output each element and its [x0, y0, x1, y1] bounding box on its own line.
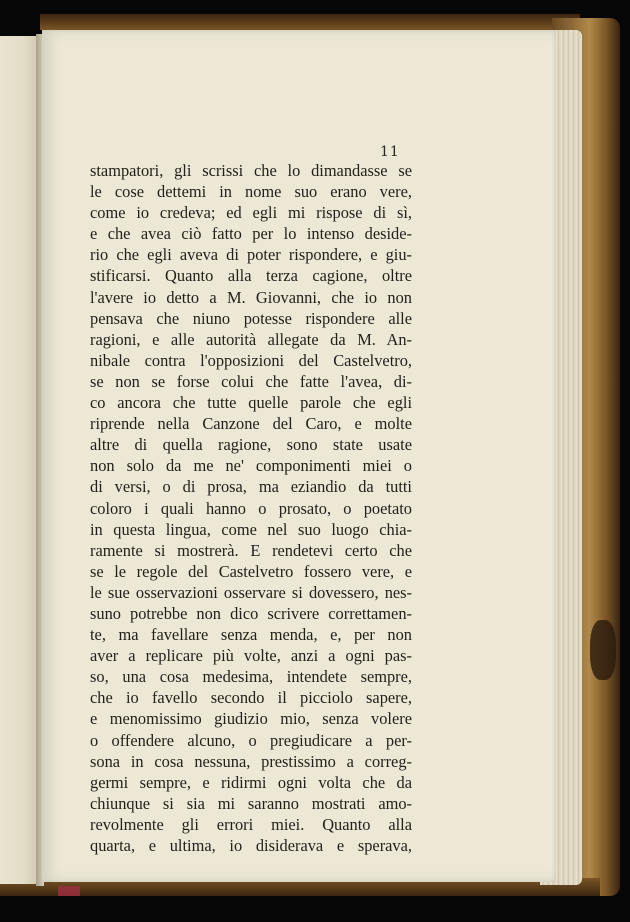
text-line: sona in cosa nessuna, prestissimo a correg-: [90, 751, 412, 771]
text-line: riprende nella Canzone del Caro, e molte: [90, 414, 412, 434]
text-line: coloro i quali hanno o prosato, o poetato: [90, 498, 412, 518]
text-line: o offendere alcuno, o pregiudicare a per-: [90, 730, 412, 750]
text-line: e che avea ciò fatto per lo intenso deside-: [90, 224, 412, 244]
text-line: l'avere io detto a M. Giovanni, che io non: [90, 287, 412, 307]
text-line: nibale contra l'opposizioni del Castelvetro,: [90, 350, 412, 370]
ribbon-bookmark: [58, 886, 80, 896]
text-line: non solo da me ne' componimenti miei o: [90, 456, 412, 476]
page-number: 11: [380, 144, 400, 160]
text-line: germi sempre, e ridirmi ogni volta che da: [90, 772, 412, 792]
text-line: so, una cosa medesima, intendete sempre,: [90, 667, 412, 687]
text-line: le sue osservazioni osservare si dovessero, nes-: [90, 582, 412, 602]
text-line: se le regole del Castelvetro fossero vere, e: [90, 561, 412, 581]
text-line: rio che egli aveva di poter rispondere, e giu-: [90, 245, 412, 265]
text-line: ramente si mostrerà. E rendetevi certo che: [90, 540, 412, 560]
text-line: stampatori, gli scrissi che lo dimandasse se: [90, 161, 412, 180]
text-line: altre di quella ragione, sono state usate: [90, 435, 412, 455]
text-line: chiunque si sia mi saranno mostrati amo-: [90, 793, 412, 813]
text-line: se non se forse colui che fatte l'avea, di-: [90, 371, 412, 391]
book-cover-top-edge: [40, 14, 580, 30]
text-line: pensava che niuno potesse rispondere alle: [90, 308, 412, 328]
text-line: come io credeva; ed egli mi rispose di sì,: [90, 203, 412, 223]
text-line: suno potrebbe non dico scrivere correttamen-: [90, 603, 412, 623]
text-line: le cose dettemi in nome suo erano vere,: [90, 182, 412, 202]
text-line: che io favello secondo il picciolo sapere,: [90, 688, 412, 708]
text-line: revolmente gli errori miei. Quanto alla: [90, 814, 412, 834]
text-line: co ancora che tutte quelle parole che egli: [90, 393, 412, 413]
text-line: te, ma favellare senza menda, e, per non: [90, 625, 412, 645]
text-line: aver a replicare più volte, anzi a ogni pas-: [90, 646, 412, 666]
body-text: [90, 160, 412, 856]
text-line: in questa lingua, come nel suo luogo chia-: [90, 519, 412, 539]
left-page-edge: [0, 36, 40, 884]
text-line: e menomissimo giudizio mio, senza volere: [90, 709, 412, 729]
text-line: stificarsi. Quanto alla terza cagione, oltre: [90, 266, 412, 286]
text-line: quarta, e ultima, io disiderava e sperava,: [90, 836, 412, 855]
text-line: ragioni, e alle autorità allegate da M. An-: [90, 329, 412, 349]
cover-stain: [590, 620, 616, 680]
text-line: di versi, o di prosa, ma eziandio da tutti: [90, 477, 412, 497]
